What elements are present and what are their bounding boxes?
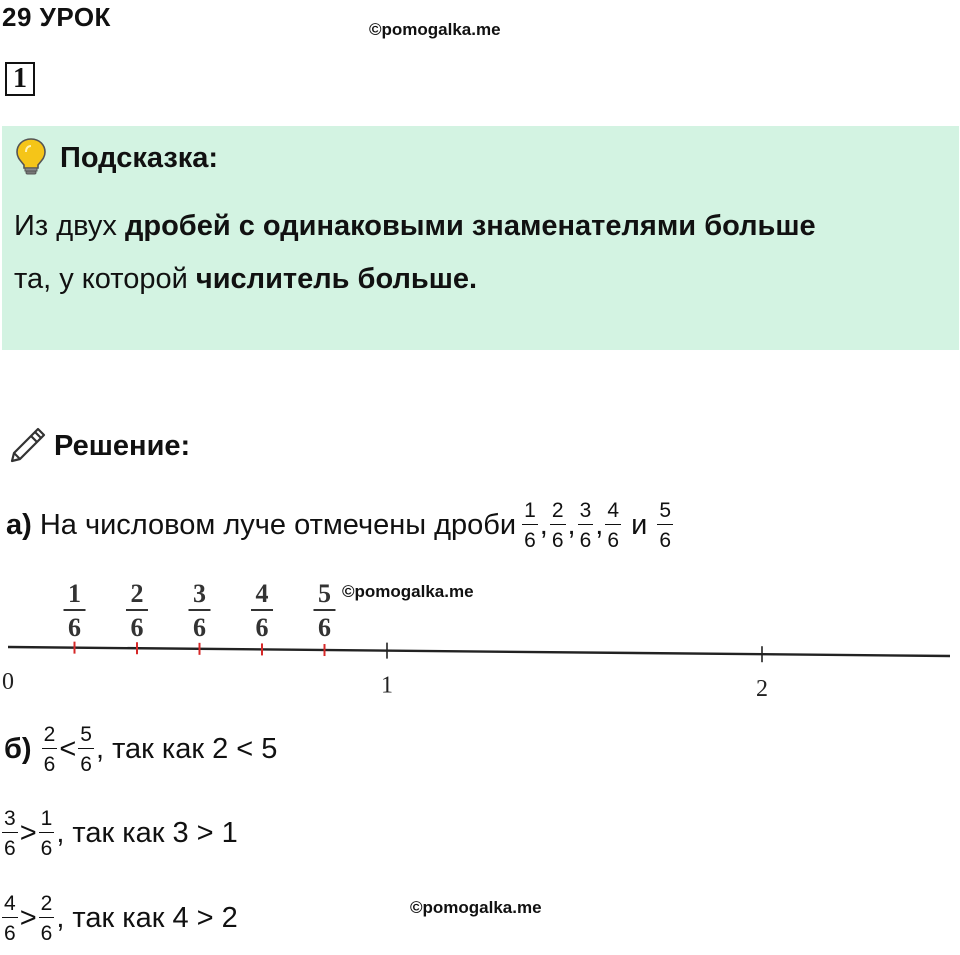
hint-text-2: та, у которой — [14, 263, 196, 295]
fraction: $\frac{3}{6}$ — [4, 807, 16, 860]
fraction-label-numerator: 3 — [193, 579, 206, 608]
solution-heading: Решение: — [54, 430, 191, 462]
comparison-reason: , так как 3 > 1 — [56, 817, 238, 849]
part-b-label: б) — [4, 733, 32, 765]
watermark: ©pomogalka.me — [342, 582, 474, 601]
solution-heading-row — [6, 423, 190, 470]
fraction-label-denominator: 6 — [68, 613, 82, 642]
fraction: $\frac{3}{6}$ — [579, 499, 592, 552]
separator: , — [539, 509, 548, 541]
comparison-row — [4, 724, 277, 775]
comparison-operator: < — [59, 733, 77, 765]
integer-label: 2 — [756, 676, 768, 700]
fraction: $\frac{2}{6}$ — [40, 892, 53, 945]
integer-label: 0 — [2, 669, 14, 696]
fraction-label-denominator: 6 — [193, 613, 206, 642]
fraction: $\frac{1}{6}$ — [524, 499, 536, 552]
conjunction: и — [631, 509, 648, 541]
lightbulb-icon — [14, 137, 48, 180]
hint-text — [14, 200, 944, 306]
lesson-title: 29 УРОК — [2, 2, 111, 32]
comparison-operator: > — [19, 817, 37, 849]
comparison-reason: , так как 2 < 5 — [95, 733, 278, 765]
fraction-label-denominator: 6 — [317, 613, 331, 642]
fraction: $\frac{5}{6}$ — [659, 499, 672, 552]
fraction: $\frac{4}{6}$ — [4, 892, 16, 945]
watermark: ©pomogalka.me — [410, 898, 542, 917]
fraction-label-numerator: 1 — [68, 579, 82, 608]
fraction: $\frac{1}{6}$ — [40, 807, 53, 860]
fraction: $\frac{2}{6}$ — [43, 723, 56, 776]
hint-bold-2: числитель больше. — [195, 263, 478, 295]
separator: , — [595, 509, 604, 541]
number-line-axis — [8, 647, 950, 656]
part-a-label: а) — [6, 509, 32, 541]
hint-heading: Подсказка: — [60, 142, 219, 174]
watermark: ©pomogalka.me — [369, 20, 501, 39]
fraction-label-numerator: 5 — [317, 579, 331, 608]
part-a-line — [6, 500, 675, 551]
comparison-operator: > — [19, 902, 37, 934]
task-number: 1 — [5, 62, 35, 96]
part-a-text: На числовом луче отмечены дроби — [39, 509, 517, 541]
fraction-label-numerator: 4 — [255, 579, 269, 608]
fraction: $\frac{5}{6}$ — [80, 723, 92, 776]
hint-bold-1: дробей с одинаковыми знаменателями больше — [124, 210, 816, 242]
fraction: $\frac{4}{6}$ — [607, 499, 620, 552]
comparison-row — [0, 893, 238, 944]
fraction-label-denominator: 6 — [130, 613, 144, 642]
number-line — [0, 570, 960, 700]
fraction-label-numerator: 2 — [130, 579, 144, 608]
fraction-label-denominator: 6 — [255, 613, 269, 642]
integer-label: 1 — [381, 672, 393, 699]
hint-heading-row — [14, 137, 218, 180]
fraction: $\frac{2}{6}$ — [551, 499, 564, 552]
separator: , — [567, 509, 576, 541]
comparison-row — [0, 808, 238, 859]
hint-text-1: Из двух — [14, 210, 125, 242]
comparison-reason: , так как 4 > 2 — [56, 902, 238, 934]
pencil-icon — [6, 423, 48, 470]
